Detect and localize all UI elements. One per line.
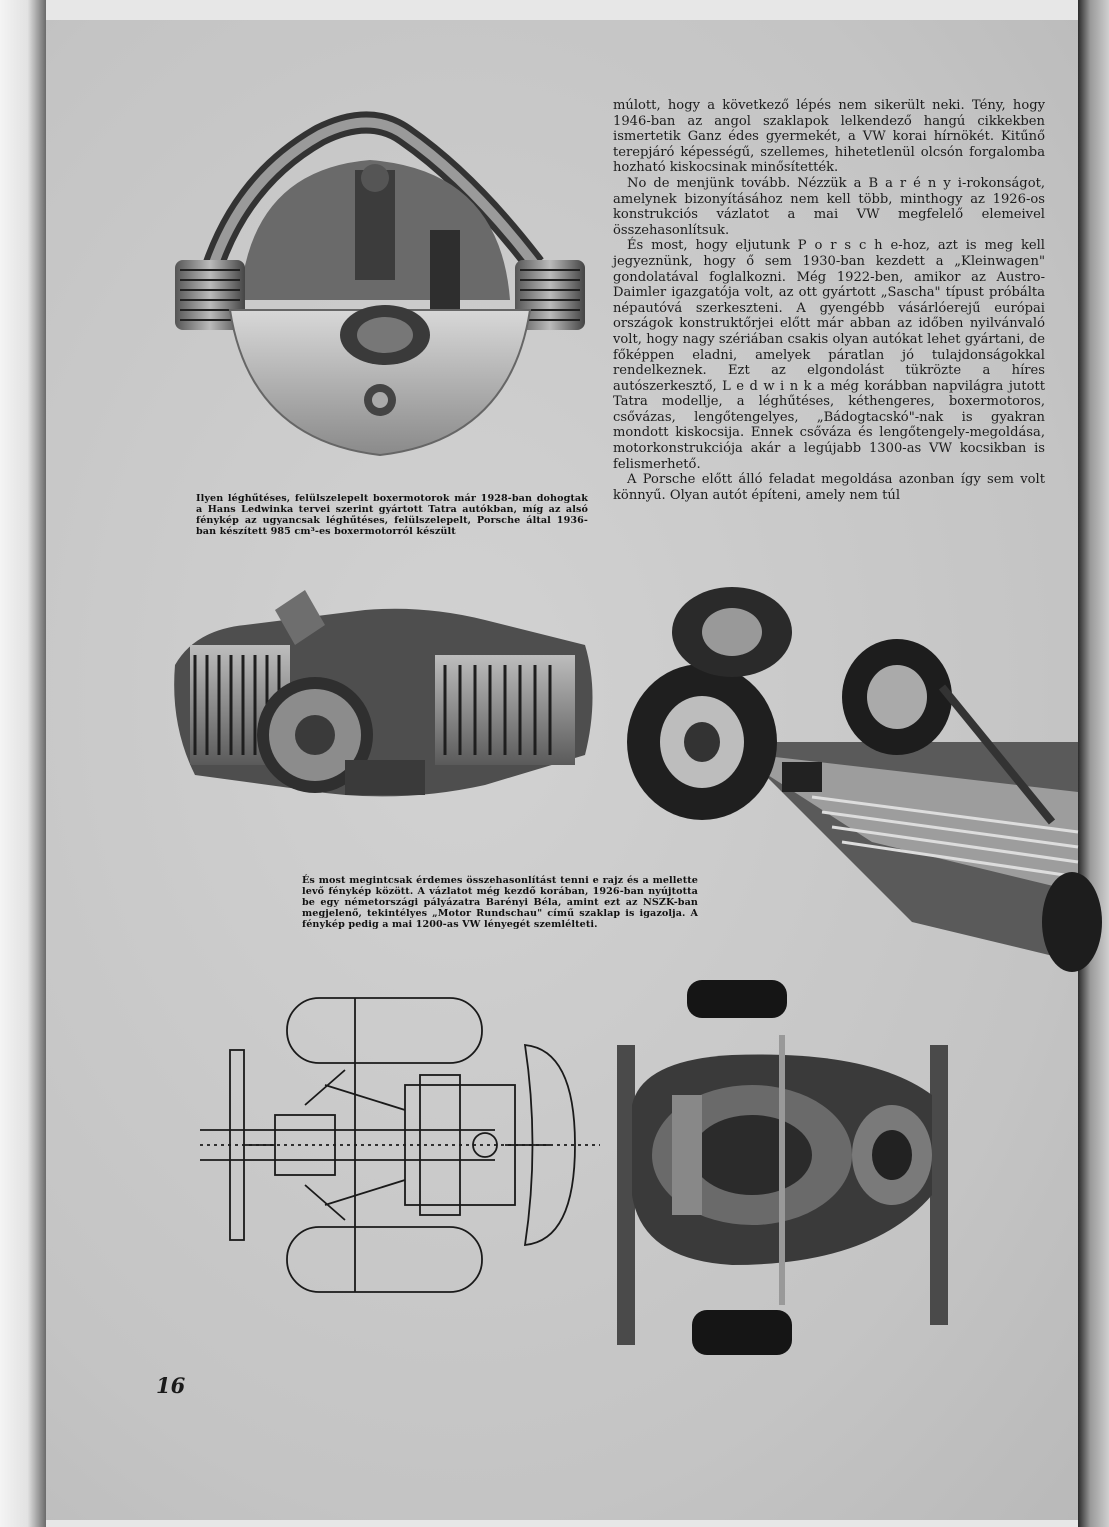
article-paragraph-3: És most, hogy eljutunk P o r s c h e-hoz, azt is meg kell jegyeznünk, hogy ő sem 1930-ban kezdett a „Kleinwagen" gondolatával foglalkozni. Még 1922-ben, amikor az Austro-Daimler igazgatója volt, az ott gyártott „Sascha" típust próbálta népautóvá szerkeszteni. A gyengébb vásárlóerejű európai országok konstruktőrjei előtt már abban az időben nyilvánvaló volt, hogy nagy szériában csakis olyan autókat lehet gyártani, de főképpen eladni, amelyek páratlan jó tulajdonságokkal rendelkeznek. Ezt az elgondolást tükrözte a híres autószerkesztő, L e d w i n k a még korábban napvilágra jutott Tatra modellje, a léghűtéses, kéthengeres, boxermotoros, csővázas, lengőtengelyes, „Bádogtacskó"-nak is gyakran mondott kiskocsija. Ennek csőváza és lengőtengely-megoldása, motorkonstrukciója akár a legújabb 1300-as VW kocsikban is felismerhető. (613, 238, 1045, 472)
porsche-boxer-engine-photo (165, 585, 605, 825)
article-paragraph-2: No de menjünk tovább. Nézzük a B a r é n y i-rokonságot, amelynek bizonyításához nem kell több, minthogy az 1926-os konstrukciós vázlatot a mai VW megfelelő elemeivel összehasonlítsuk. (613, 175, 1045, 238)
article-paragraph-4: A Porsche előtt álló feladat megoldása azonban így sem volt könnyű. Olyan autót építeni, amely nem túl (613, 472, 1045, 503)
vw-1200-underside-photo (612, 975, 1052, 1360)
barenyi-1926-sketch (195, 990, 605, 1300)
page-number: 16 (156, 1373, 186, 1398)
scan-left-margin (0, 0, 46, 1527)
comparison-caption: És most megintcsak érdemes összehasonlítást tenni e rajz és a mellette levő fénykép között. A vázlatot még kezdő korában, 1926-ban nyújtotta be egy németországi pályázatra Barényi Béla, amint ezt az NSZK-ban megjelenő, tekintélyes „Motor Rundschau" című szaklap is igazolja. A fénykép pedig a mai 1200-as VW lényegét szemlélteti. (302, 874, 698, 931)
engine-caption: Ilyen léghűtéses, felülszelepelt boxermotorok már 1928-ban dohogtak a Hans Ledwinka tervei szerint gyártott Tatra autókban, míg az alsó fénykép az ugyancsak léghűtéses, felülszelepelt, Porsche által 1936-ban készített 985 cm³-es boxermotorról készült (196, 492, 588, 538)
tatra-boxer-engine-photo (170, 100, 590, 480)
article-body (613, 98, 1045, 503)
book-spine-shadow (1078, 0, 1109, 1527)
article-paragraph-1: múlott, hogy a következő lépés nem sikerült neki. Tény, hogy 1946-ban az angol szaklapok lelkendező hangú cikkekben ismertetik Ganz édes gyermekét, a VW korai hírnökét. Kitűnő terepjáró képességű, szellemes, hihetetlenül olcsón forgalomba hozható kiskocsinak minősítették. (613, 98, 1045, 176)
